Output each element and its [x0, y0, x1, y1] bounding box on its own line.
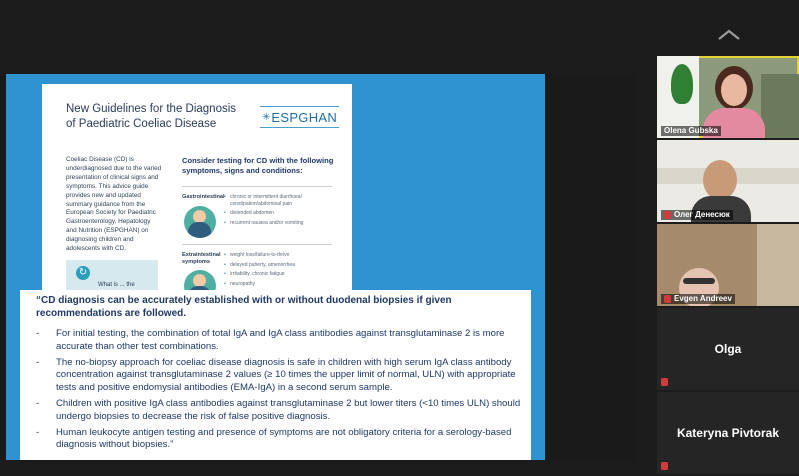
- symptom-item: • irritability, chronic fatigue: [224, 271, 344, 278]
- divider: [182, 244, 332, 245]
- symptom-item: • recurrent nausea and/or vomiting: [224, 220, 344, 227]
- participant-tile-evgen-andreev[interactable]: [657, 224, 799, 306]
- participant-name: Kateryna Pivtorak: [676, 426, 780, 440]
- consider-heading: Consider testing for CD with the following symptoms, signs and conditions:: [182, 156, 334, 175]
- participant-tile-olena-gubska[interactable]: [657, 56, 799, 138]
- symptom-item: • neuropathy: [224, 281, 344, 288]
- category-label-extraintestinal: Extraintestinal symptoms: [182, 252, 221, 265]
- quote-box: [20, 290, 531, 460]
- espghan-logo: [260, 106, 339, 128]
- participant-glasses: [683, 278, 715, 284]
- refresh-icon: ↻: [76, 266, 90, 280]
- participant-name: [661, 210, 733, 220]
- logo-text: ESPGHAN: [271, 109, 338, 125]
- symptom-item: • chronic or intermittent diarrhoea/ constipation/abdominal pain: [224, 194, 344, 207]
- logo-mark-icon: ✳: [262, 111, 271, 123]
- poster-leaf-icon: [671, 64, 693, 104]
- participant-face: [721, 74, 747, 106]
- participant-face: [703, 160, 737, 200]
- intro-paragraph: Coeliac Disease (CD) is underdiagnosed due to the varied presentation of clinical signs and symptoms. This advice guide provides new and updated summary guidance from the European Society for Paediatric Gastroenterology, Hepatology and Nutrition (ESPGHAN) on diagnosing children and adolescents with CD.: [66, 156, 162, 253]
- recommendation-item: - Human leukocyte antigen testing and presence of symptoms are not obligatory criteria for a serology-based diagnosis without biopsies.”: [36, 427, 521, 453]
- participant-tile-kateryna-pivtorak[interactable]: [657, 392, 799, 474]
- muted-mic-icon: [661, 378, 668, 386]
- recommendation-item: - For initial testing, the combination of total IgA and IgA class antibodies against transglutaminase 2 is more accurate than other test combinations.: [36, 328, 521, 354]
- muted-mic-icon: [664, 295, 671, 303]
- gastro-symptom-list: [224, 194, 344, 229]
- participant-tile-olga[interactable]: [657, 308, 799, 390]
- presentation-slide: [6, 74, 545, 460]
- extraintestinal-symptom-list: [224, 252, 344, 290]
- background-curtain: [757, 224, 799, 306]
- quote-lead: “CD diagnosis can be accurately established with or without duodenal biopsies if given recommendations are followed.: [36, 295, 452, 319]
- muted-mic-icon: [661, 462, 668, 470]
- category-label-gastrointestinal: Gastrointestinal: [182, 194, 225, 200]
- symptom-item: • delayed puberty, amenorrhea: [224, 262, 344, 269]
- info-callout: [66, 260, 158, 290]
- muted-mic-icon: [664, 211, 671, 219]
- document-title: New Guidelines for the Diagnosis of Paediatric Coeliac Disease: [66, 103, 237, 130]
- participant-name: Olga: [714, 342, 742, 356]
- participant-name: [661, 294, 735, 304]
- callout-text: What is ... the: [98, 282, 135, 288]
- recommendation-item: - Children with positive IgA class antibodies against transglutaminase 2 but lower titers (<10 times ULN) should undergo biopsies to decrease the risk of false positive diagnosis.: [36, 398, 521, 424]
- divider: [182, 186, 332, 187]
- participant-tile-oleg-denesiuk[interactable]: [657, 140, 799, 222]
- participant-name-text: Олег Денесюк: [674, 210, 730, 219]
- participant-name: Olena Gubska: [661, 126, 721, 136]
- symptom-item: • distended abdomen: [224, 210, 344, 217]
- participant-name-text: Evgen Andreev: [674, 294, 732, 303]
- background-shape: [761, 74, 799, 138]
- collapse-chevron-up-icon[interactable]: [716, 28, 742, 42]
- child-illustration-icon: [184, 206, 216, 238]
- recommendation-list: [36, 328, 521, 452]
- recommendation-item: - The no-biopsy approach for coeliac disease diagnosis is safe in children with high serum IgA class antibody concentration against transglutaminase 2 values (≥ 10 times the upper limit of normal, ULN) with appropriate tests and positive endomysial antibodies (EMA-IgA) in a second serum sample.: [36, 357, 521, 395]
- symptom-item: • weight loss/failure-to-thrive: [224, 252, 344, 259]
